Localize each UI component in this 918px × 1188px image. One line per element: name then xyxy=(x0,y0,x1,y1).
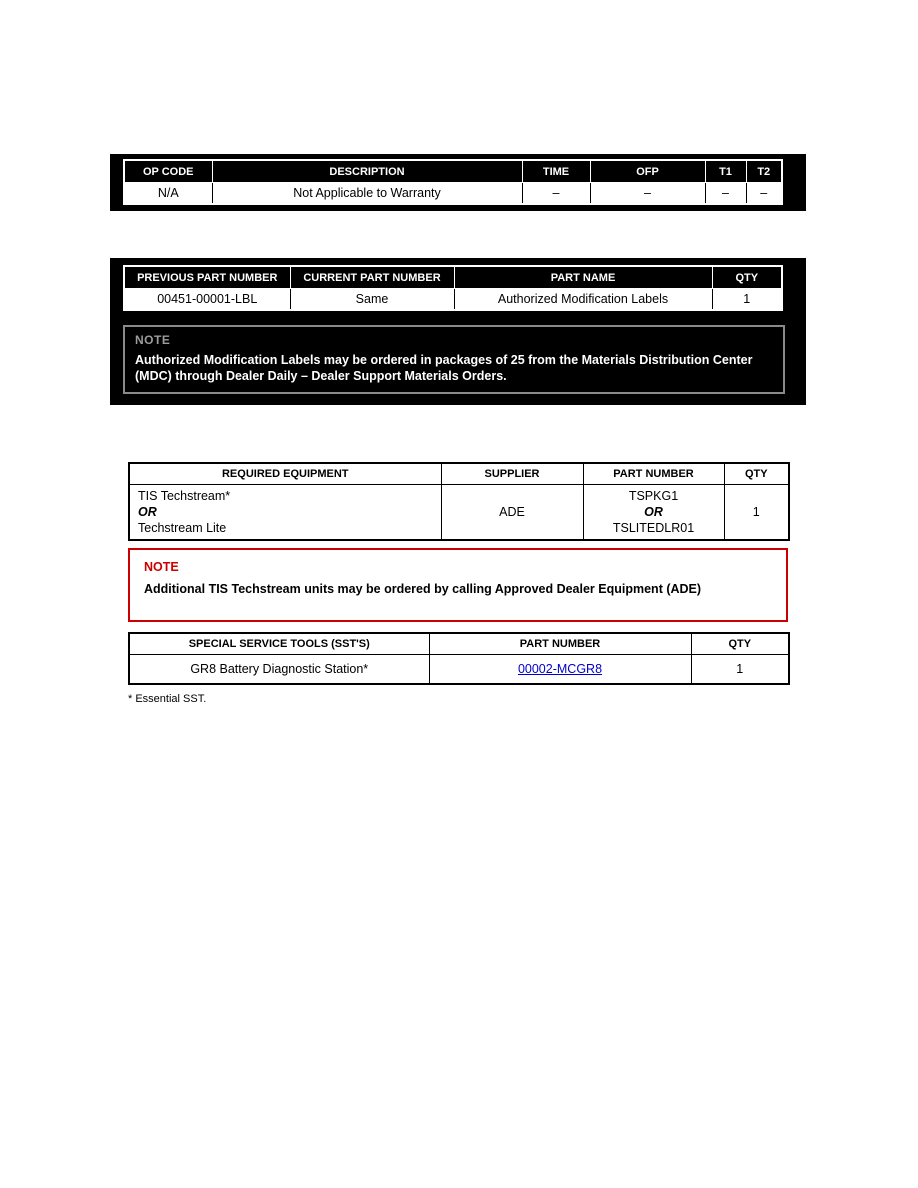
sst-data-row xyxy=(129,655,789,685)
warranty-header-time: TIME xyxy=(522,160,590,183)
parts-header-part-name: PART NAME xyxy=(454,266,712,289)
equipment-part-number-line2: TSLITEDLR01 xyxy=(612,521,695,535)
equipment-name-line1: TIS Techstream* xyxy=(138,489,231,503)
sst-table xyxy=(128,632,790,685)
parts-header-qty: QTY xyxy=(712,266,782,289)
parts-note-box xyxy=(123,325,785,394)
sst-header-tools: SPECIAL SERVICE TOOLS (SST'S) xyxy=(129,633,429,655)
sst-part-number-cell xyxy=(429,655,691,685)
equipment-data-row xyxy=(129,485,789,541)
parts-data-row xyxy=(124,289,782,311)
equipment-part-or-label: OR xyxy=(644,505,663,519)
sst-tool-value: GR8 Battery Diagnostic Station* xyxy=(129,655,429,685)
parts-qty-value: 1 xyxy=(712,289,782,311)
parts-table xyxy=(123,265,783,311)
warranty-header-row xyxy=(124,160,782,183)
parts-panel xyxy=(110,258,806,405)
equipment-qty-value: 1 xyxy=(724,485,789,541)
t2-value: – xyxy=(746,183,782,205)
equipment-header-required-equipment: REQUIRED EQUIPMENT xyxy=(129,463,441,485)
current-part-number-value: Same xyxy=(290,289,454,311)
sst-qty-value: 1 xyxy=(691,655,789,685)
parts-note-title: NOTE xyxy=(135,333,171,347)
equipment-name-cell xyxy=(129,485,441,541)
time-value: – xyxy=(522,183,590,205)
sst-header-part-number: PART NUMBER xyxy=(429,633,691,655)
equipment-part-number-line1: TSPKG1 xyxy=(628,489,679,503)
ofp-value: – xyxy=(590,183,705,205)
op-code-value: N/A xyxy=(124,183,212,205)
description-value: Not Applicable to Warranty xyxy=(212,183,522,205)
parts-header-previous-part-number: PREVIOUS PART NUMBER xyxy=(124,266,290,289)
equipment-supplier-value: ADE xyxy=(441,485,583,541)
warranty-panel xyxy=(110,154,806,211)
warranty-header-op-code: OP CODE xyxy=(124,160,212,183)
equipment-note-text: Additional TIS Techstream units may be ordered by calling Approved Dealer Equipment (ADE) xyxy=(144,582,702,596)
part-name-value: Authorized Modification Labels xyxy=(454,289,712,311)
t1-value: – xyxy=(705,183,746,205)
warranty-header-description: DESCRIPTION xyxy=(212,160,522,183)
warranty-data-row xyxy=(124,183,782,205)
equipment-note-title: NOTE xyxy=(144,560,179,574)
previous-part-number-value: 00451-00001-LBL xyxy=(124,289,290,311)
sst-part-number-link[interactable]: 00002-MCGR8 xyxy=(517,662,603,676)
essential-sst-footnote: * Essential SST. xyxy=(128,693,207,705)
equipment-header-supplier: SUPPLIER xyxy=(441,463,583,485)
equipment-header-part-number: PART NUMBER xyxy=(583,463,724,485)
warranty-header-ofp: OFP xyxy=(590,160,705,183)
equipment-name-line2: Techstream Lite xyxy=(138,521,227,535)
parts-header-row xyxy=(124,266,782,289)
sst-header-row xyxy=(129,633,789,655)
equipment-table xyxy=(128,462,790,541)
sst-header-qty: QTY xyxy=(691,633,789,655)
equipment-or-label: OR xyxy=(138,505,157,519)
equipment-header-row xyxy=(129,463,789,485)
warranty-table xyxy=(123,159,783,205)
equipment-note-box xyxy=(128,548,788,622)
warranty-header-t1: T1 xyxy=(705,160,746,183)
warranty-header-t2: T2 xyxy=(746,160,782,183)
equipment-header-qty: QTY xyxy=(724,463,789,485)
equipment-part-number-cell xyxy=(583,485,724,541)
parts-note-text: Authorized Modification Labels may be ordered in packages of 25 from the Materials Distribution Center (MDC) through Dealer Daily – Dealer Support Materials Orders. xyxy=(135,353,753,383)
parts-header-current-part-number: CURRENT PART NUMBER xyxy=(290,266,454,289)
